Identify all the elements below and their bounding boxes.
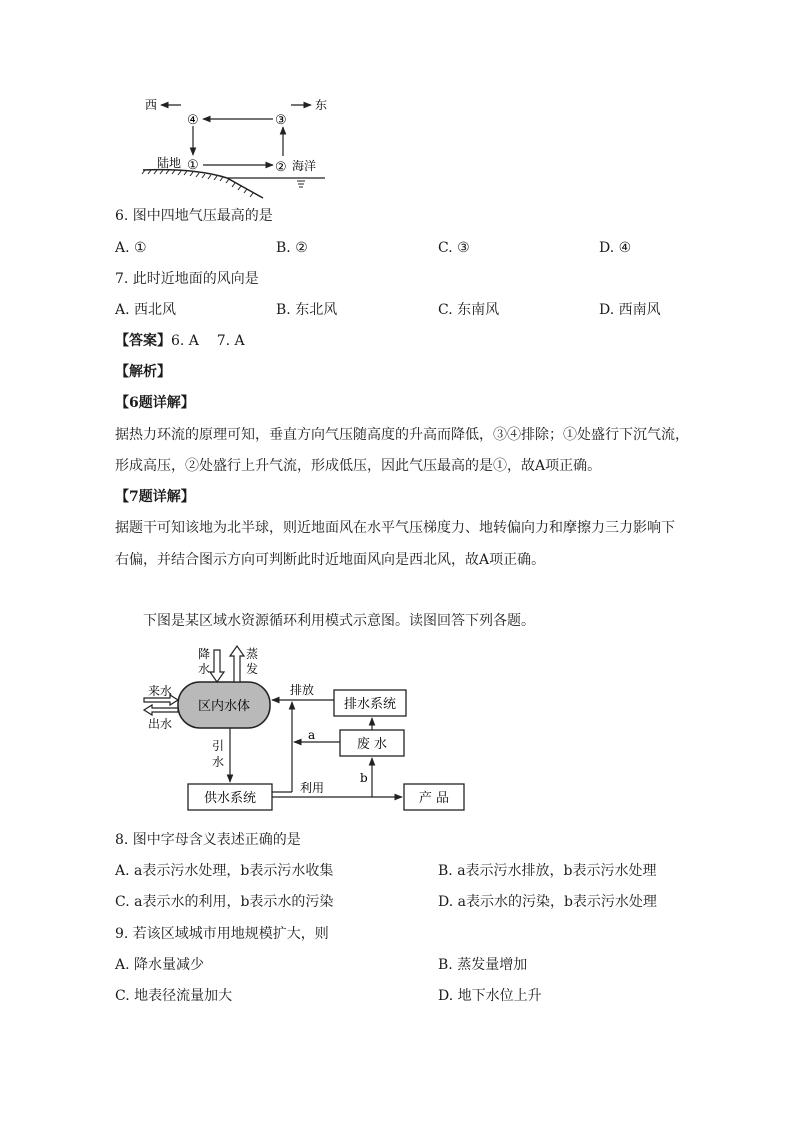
coastline xyxy=(143,170,263,198)
ocean-label: 海洋 xyxy=(292,159,317,173)
analysis-label: 【解析】 xyxy=(115,364,171,380)
q9-option-c: C. 地表径流量加大 xyxy=(115,988,233,1004)
thermal-circulation-diagram xyxy=(135,92,340,200)
intake-label xyxy=(212,738,228,769)
q9-option-b: B. 蒸发量增加 xyxy=(438,957,528,973)
sea-level-symbol xyxy=(297,181,305,187)
rain-char2: 水 xyxy=(198,662,211,676)
point-2: ② xyxy=(275,160,287,175)
evap-char1: 蒸 xyxy=(246,647,259,661)
drainage-system-label: 排水系统 xyxy=(343,697,397,712)
intake-char2: 水 xyxy=(212,755,225,769)
inflow-label: 来水 xyxy=(148,684,173,698)
west-label: 西 xyxy=(145,98,158,112)
point-3: ③ xyxy=(275,113,287,128)
detail-7-line-1: 据题干可知该地为北半球，则近地面风在水平气压梯度力、地转偏向力和摩擦力三力影响下 xyxy=(115,520,675,536)
q8-option-d: D. a表示水的污染，b表示污水处理 xyxy=(438,894,657,910)
water-body-label: 区内水体 xyxy=(197,699,251,714)
detail-7-title: 【7题详解】 xyxy=(115,489,195,505)
detail-6-line-1: 据热力环流的原理可知，垂直方向气压随高度的升高而降低，③④排除；①处盛行下沉气流， xyxy=(115,427,689,443)
b-label: b xyxy=(360,771,368,785)
point-1: ① xyxy=(187,158,199,173)
discharge-label: 排放 xyxy=(290,683,315,697)
point-4: ④ xyxy=(187,113,199,128)
q7-option-d: D. 西南风 xyxy=(599,302,661,318)
detail-7-line-2: 右偏，并结合图示方向可判断此时近地面风向是西北风，故A项正确。 xyxy=(115,552,546,568)
detail-6-title: 【6题详解】 xyxy=(115,395,195,411)
outflow-arrow xyxy=(144,705,178,715)
q8-option-c: C. a表示水的利用，b表示水的污染 xyxy=(115,894,334,910)
waste-water-label: 废 水 xyxy=(356,737,388,752)
answer-text: 6. A 7. A xyxy=(171,333,245,349)
question-9-stem: 9. 若该区域城市用地规模扩大，则 xyxy=(115,926,329,942)
use-label: 利用 xyxy=(300,781,325,795)
q7-option-a: A. 西北风 xyxy=(115,302,177,318)
group-intro: 下图是某区域水资源循环利用模式示意图。读图回答下列各题。 xyxy=(143,613,535,629)
q8-option-b: B. a表示污水排放，b表示污水处理 xyxy=(438,863,657,879)
answer-label: 【答案】 xyxy=(115,333,171,349)
question-7-stem: 7. 此时近地面的风向是 xyxy=(115,271,259,287)
question-8-stem: 8. 图中字母含义表述正确的是 xyxy=(115,832,301,848)
question-6-stem: 6. 图中四地气压最高的是 xyxy=(115,208,273,224)
q8-option-a: A. a表示污水处理，b表示污水收集 xyxy=(115,863,334,879)
q6-option-d: D. ④ xyxy=(599,240,632,256)
q9-option-a: A. 降水量减少 xyxy=(115,957,205,973)
q6-option-b: B. ② xyxy=(276,240,308,256)
rain-char1: 降 xyxy=(198,647,211,661)
intake-char1: 引 xyxy=(212,739,225,753)
answer-line xyxy=(115,331,245,351)
q6-option-a: A. ① xyxy=(115,240,147,256)
evaporation-arrow xyxy=(230,646,244,682)
detail-6-line-2: 形成高压，②处盛行上升气流，形成低压，因此气压最高的是①，故A项正确。 xyxy=(115,458,602,474)
q7-option-b: B. 东北风 xyxy=(276,302,338,318)
q7-option-c: C. 东南风 xyxy=(438,302,500,318)
outflow-label: 出水 xyxy=(148,717,173,731)
q9-option-d: D. 地下水位上升 xyxy=(438,988,542,1004)
east-label: 东 xyxy=(315,98,328,112)
supply-system-label: 供水系统 xyxy=(203,791,257,806)
a-label: a xyxy=(308,728,316,742)
land-label: 陆地 xyxy=(157,156,182,170)
evaporation-label xyxy=(246,646,262,676)
evap-char2: 发 xyxy=(246,662,259,676)
product-label: 产 品 xyxy=(418,791,450,806)
water-recycling-diagram xyxy=(140,642,475,814)
q6-option-c: C. ③ xyxy=(438,240,470,256)
